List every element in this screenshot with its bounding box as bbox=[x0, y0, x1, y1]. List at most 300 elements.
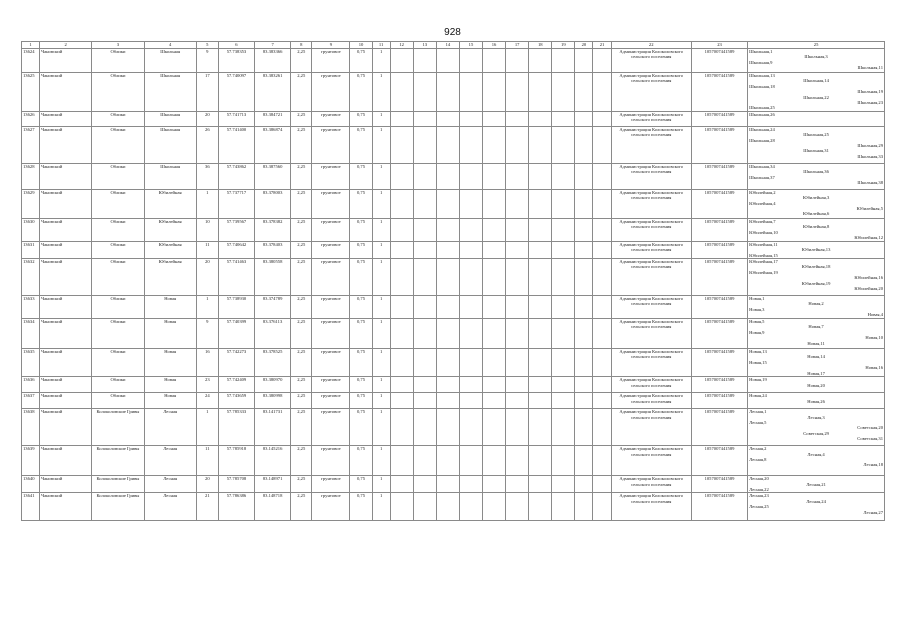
cell-ogrn: 1057007441589 bbox=[691, 73, 747, 112]
address-line: Новая,15 bbox=[749, 359, 767, 365]
cell-area: 2,25 bbox=[291, 189, 312, 218]
cell-house: 11 bbox=[196, 241, 218, 258]
cell-empty bbox=[575, 189, 593, 218]
address-line: Школьная,1 bbox=[749, 49, 773, 54]
cell-owner: Администрация Колоколовского сельского поселения bbox=[611, 111, 691, 126]
address-line: Лесная,20 bbox=[749, 476, 769, 482]
cell-lon: 83.148971 bbox=[255, 476, 291, 493]
address-line: Школьная,26 bbox=[749, 111, 775, 117]
address-line: Юбилейная,17 bbox=[749, 259, 778, 265]
table-row bbox=[22, 319, 885, 349]
cell-empty bbox=[390, 349, 413, 377]
cell-empty bbox=[506, 189, 529, 218]
cell-surface: грунтовое bbox=[312, 319, 350, 349]
cell-ogrn: 1057007441589 bbox=[691, 296, 747, 319]
cell-vol: 0,75 bbox=[350, 476, 372, 493]
cell-empty bbox=[552, 126, 575, 163]
cell-empty bbox=[529, 349, 552, 377]
cell-empty bbox=[575, 319, 593, 349]
column-header: 19 bbox=[552, 42, 575, 49]
cell-empty bbox=[483, 73, 506, 112]
cell-empty bbox=[390, 393, 413, 409]
cell-house: 10 bbox=[196, 218, 218, 241]
cell-lon: 83.380558 bbox=[255, 259, 291, 296]
cell-empty bbox=[459, 446, 482, 476]
address-line: Юбилейная,10 bbox=[749, 229, 778, 235]
cell-empty bbox=[459, 493, 482, 521]
address-line: Лесная,21 bbox=[806, 481, 826, 487]
cell-settlement: Колоколовские Гривы bbox=[92, 493, 144, 521]
cell-empty bbox=[483, 377, 506, 393]
address-line: Школьная,22 bbox=[803, 94, 829, 100]
cell-lat: 57.741463 bbox=[218, 259, 254, 296]
cell-district: Чановский bbox=[40, 493, 92, 521]
cell-settlement: Колоколовские Гривы bbox=[92, 446, 144, 476]
cell-empty bbox=[552, 296, 575, 319]
cell-empty bbox=[413, 446, 436, 476]
cell-surface: грунтовое bbox=[312, 446, 350, 476]
address-line: Лесная,18 bbox=[863, 462, 883, 468]
cell-empty bbox=[413, 409, 436, 446]
cell-district: Чановский bbox=[40, 73, 92, 112]
cell-addresses bbox=[748, 393, 885, 409]
cell-empty bbox=[459, 319, 482, 349]
cell-empty bbox=[483, 409, 506, 446]
cell-addresses bbox=[748, 296, 885, 319]
cell-empty bbox=[483, 296, 506, 319]
address-line: Лесная,23 bbox=[749, 493, 769, 499]
cell-ogrn: 1057007441589 bbox=[691, 259, 747, 296]
cell-owner: Администрация Колоколовского сельского поселения bbox=[611, 493, 691, 521]
cell-empty bbox=[506, 319, 529, 349]
cell-district: Чановский bbox=[40, 111, 92, 126]
cell-empty bbox=[593, 296, 611, 319]
address-line: Лесная,8 bbox=[749, 456, 767, 462]
cell-owner: Администрация Колоколовского сельского поселения bbox=[611, 73, 691, 112]
cell-surface: грунтовое bbox=[312, 189, 350, 218]
column-header: 6 bbox=[218, 42, 254, 49]
address-line: Юбилейная,8 bbox=[802, 224, 830, 230]
cell-empty bbox=[506, 259, 529, 296]
cell-district: Чановский bbox=[40, 349, 92, 377]
address-line: Юбилейная,6 bbox=[802, 211, 830, 217]
cell-empty bbox=[575, 349, 593, 377]
cell-empty bbox=[593, 111, 611, 126]
cell-empty bbox=[506, 163, 529, 189]
cell-lat: 57.786386 bbox=[218, 493, 254, 521]
table-row bbox=[22, 189, 885, 218]
cell-owner: Администрация Колоколовского сельского поселения bbox=[611, 241, 691, 258]
column-header: 14 bbox=[436, 42, 459, 49]
cell-empty bbox=[413, 259, 436, 296]
column-header: 21 bbox=[593, 42, 611, 49]
table-row bbox=[22, 111, 885, 126]
cell-lon: 83.378403 bbox=[255, 241, 291, 258]
cell-empty bbox=[593, 163, 611, 189]
cell-empty bbox=[552, 241, 575, 258]
cell-id: 13634 bbox=[22, 319, 40, 349]
address-line: Юбилейная,12 bbox=[854, 235, 883, 241]
cell-surface: грунтовое bbox=[312, 296, 350, 319]
address-line: Лесная,5 bbox=[749, 419, 767, 425]
cell-id: 13640 bbox=[22, 476, 40, 493]
cell-empty bbox=[529, 189, 552, 218]
cell-ogrn: 1057007441589 bbox=[691, 393, 747, 409]
cell-addresses bbox=[748, 73, 885, 112]
cell-street: Школьная bbox=[144, 73, 196, 112]
cell-owner: Администрация Колоколовского сельского поселения bbox=[611, 49, 691, 73]
table-row bbox=[22, 163, 885, 189]
cell-vol: 0,75 bbox=[350, 377, 372, 393]
cell-empty bbox=[436, 49, 459, 73]
cell-empty bbox=[552, 189, 575, 218]
cell-district: Чановский bbox=[40, 377, 92, 393]
cell-empty bbox=[390, 218, 413, 241]
cell-area: 2,25 bbox=[291, 163, 312, 189]
cell-empty bbox=[575, 241, 593, 258]
cell-addresses bbox=[748, 259, 885, 296]
cell-count: 1 bbox=[372, 377, 390, 393]
cell-empty bbox=[593, 393, 611, 409]
cell-owner: Администрация Колоколовского сельского поселения bbox=[611, 319, 691, 349]
cell-ogrn: 1057007441589 bbox=[691, 163, 747, 189]
cell-empty bbox=[459, 377, 482, 393]
cell-vol: 0,75 bbox=[350, 218, 372, 241]
cell-count: 1 bbox=[372, 111, 390, 126]
cell-house: 1 bbox=[196, 296, 218, 319]
cell-empty bbox=[529, 163, 552, 189]
cell-surface: грунтовое bbox=[312, 349, 350, 377]
address-line: Школьная,14 bbox=[803, 78, 829, 84]
cell-empty bbox=[390, 163, 413, 189]
header-row bbox=[22, 42, 885, 49]
cell-area: 2,25 bbox=[291, 111, 312, 126]
cell-empty bbox=[529, 218, 552, 241]
cell-empty bbox=[483, 49, 506, 73]
cell-empty bbox=[575, 296, 593, 319]
address-line: Школьная,34 bbox=[749, 163, 775, 169]
cell-empty bbox=[413, 296, 436, 319]
address-line: Школьная,25 bbox=[749, 105, 775, 111]
cell-ogrn: 1057007441589 bbox=[691, 476, 747, 493]
cell-empty bbox=[552, 73, 575, 112]
cell-empty bbox=[413, 241, 436, 258]
cell-empty bbox=[529, 259, 552, 296]
column-header: 18 bbox=[529, 42, 552, 49]
cell-street: Лесная bbox=[144, 493, 196, 521]
cell-area: 2,25 bbox=[291, 476, 312, 493]
cell-empty bbox=[390, 493, 413, 521]
cell-empty bbox=[506, 126, 529, 163]
cell-owner: Администрация Колоколовского сельского поселения bbox=[611, 446, 691, 476]
cell-lon: 83.378382 bbox=[255, 218, 291, 241]
cell-vol: 0,75 bbox=[350, 409, 372, 446]
cell-empty bbox=[529, 126, 552, 163]
cell-empty bbox=[552, 163, 575, 189]
cell-empty bbox=[413, 189, 436, 218]
cell-house: 9 bbox=[196, 319, 218, 349]
cell-empty bbox=[506, 111, 529, 126]
cell-empty bbox=[593, 493, 611, 521]
cell-vol: 0,75 bbox=[350, 163, 372, 189]
column-header: 9 bbox=[312, 42, 350, 49]
address-line: Новая,20 bbox=[807, 382, 825, 388]
cell-empty bbox=[413, 349, 436, 377]
cell-empty bbox=[593, 259, 611, 296]
cell-surface: грунтовое bbox=[312, 241, 350, 258]
cell-empty bbox=[390, 189, 413, 218]
address-line: Школьная,31 bbox=[803, 148, 829, 154]
cell-area: 2,25 bbox=[291, 73, 312, 112]
table-row bbox=[22, 296, 885, 319]
address-line: Лесная,25 bbox=[749, 504, 769, 510]
cell-id: 13632 bbox=[22, 259, 40, 296]
cell-empty bbox=[575, 446, 593, 476]
cell-owner: Администрация Колоколовского сельского поселения bbox=[611, 218, 691, 241]
address-line: Юбилейная,20 bbox=[854, 286, 883, 292]
cell-empty bbox=[483, 218, 506, 241]
cell-empty bbox=[459, 163, 482, 189]
cell-count: 1 bbox=[372, 446, 390, 476]
cell-empty bbox=[593, 218, 611, 241]
cell-empty bbox=[529, 319, 552, 349]
cell-surface: грунтовое bbox=[312, 377, 350, 393]
cell-settlement: Облики bbox=[92, 189, 144, 218]
column-header: 4 bbox=[144, 42, 196, 49]
registry-table bbox=[21, 41, 885, 521]
cell-empty bbox=[506, 393, 529, 409]
cell-empty bbox=[529, 393, 552, 409]
cell-settlement: Облики bbox=[92, 393, 144, 409]
cell-lat: 57.740097 bbox=[218, 73, 254, 112]
cell-empty bbox=[552, 476, 575, 493]
cell-empty bbox=[390, 446, 413, 476]
cell-owner: Администрация Колоколовского сельского поселения bbox=[611, 126, 691, 163]
cell-area: 2,25 bbox=[291, 493, 312, 521]
cell-empty bbox=[413, 73, 436, 112]
column-header: 13 bbox=[413, 42, 436, 49]
cell-surface: грунтовое bbox=[312, 476, 350, 493]
cell-street: Школьная bbox=[144, 111, 196, 126]
cell-empty bbox=[575, 126, 593, 163]
cell-addresses bbox=[748, 241, 885, 258]
cell-empty bbox=[593, 476, 611, 493]
cell-ogrn: 1057007441589 bbox=[691, 189, 747, 218]
cell-lon: 83.386874 bbox=[255, 126, 291, 163]
address-line: Новая,4 bbox=[867, 312, 883, 318]
cell-house: 1 bbox=[196, 189, 218, 218]
cell-empty bbox=[483, 476, 506, 493]
cell-settlement: Облики bbox=[92, 241, 144, 258]
cell-lat: 57.742273 bbox=[218, 349, 254, 377]
cell-empty bbox=[390, 409, 413, 446]
column-header: 1 bbox=[22, 42, 40, 49]
cell-empty bbox=[575, 218, 593, 241]
address-line: Юбилейная,15 bbox=[749, 252, 778, 258]
cell-addresses bbox=[748, 126, 885, 163]
column-header: 20 bbox=[575, 42, 593, 49]
cell-empty bbox=[552, 49, 575, 73]
cell-empty bbox=[552, 393, 575, 409]
cell-empty bbox=[529, 241, 552, 258]
cell-lat: 57.785708 bbox=[218, 476, 254, 493]
cell-lat: 57.743659 bbox=[218, 393, 254, 409]
column-header: 16 bbox=[483, 42, 506, 49]
cell-area: 2,25 bbox=[291, 393, 312, 409]
cell-owner: Администрация Колоколовского сельского поселения bbox=[611, 189, 691, 218]
cell-lon: 83.376113 bbox=[255, 319, 291, 349]
cell-empty bbox=[436, 493, 459, 521]
cell-district: Чановский bbox=[40, 446, 92, 476]
cell-lon: 83.148718 bbox=[255, 493, 291, 521]
cell-lat: 57.739567 bbox=[218, 218, 254, 241]
address-line: Школьная,18 bbox=[749, 83, 775, 89]
cell-area: 2,25 bbox=[291, 296, 312, 319]
address-line: Новая,14 bbox=[807, 354, 825, 360]
cell-empty bbox=[436, 393, 459, 409]
cell-owner: Администрация Колоколовского сельского поселения bbox=[611, 393, 691, 409]
cell-vol: 0,75 bbox=[350, 493, 372, 521]
address-line: Новая,7 bbox=[808, 324, 824, 330]
cell-empty bbox=[459, 259, 482, 296]
cell-empty bbox=[483, 319, 506, 349]
cell-house: 11 bbox=[196, 446, 218, 476]
cell-settlement: Облики bbox=[92, 349, 144, 377]
cell-empty bbox=[506, 377, 529, 393]
cell-district: Чановский bbox=[40, 163, 92, 189]
cell-settlement: Облики bbox=[92, 377, 144, 393]
cell-area: 2,25 bbox=[291, 241, 312, 258]
address-line: Лесная,22 bbox=[749, 486, 769, 492]
address-line: Советская,20 bbox=[857, 425, 883, 431]
cell-vol: 0,75 bbox=[350, 349, 372, 377]
cell-empty bbox=[552, 493, 575, 521]
cell-lon: 83.141731 bbox=[255, 409, 291, 446]
table-row bbox=[22, 377, 885, 393]
cell-empty bbox=[529, 476, 552, 493]
cell-surface: грунтовое bbox=[312, 73, 350, 112]
cell-id: 13627 bbox=[22, 126, 40, 163]
cell-owner: Администрация Колоколовского сельского поселения bbox=[611, 163, 691, 189]
cell-district: Чановский bbox=[40, 476, 92, 493]
cell-addresses bbox=[748, 349, 885, 377]
cell-settlement: Облики bbox=[92, 73, 144, 112]
address-line: Юбилейная,13 bbox=[801, 247, 831, 253]
table-row bbox=[22, 73, 885, 112]
cell-id: 13635 bbox=[22, 349, 40, 377]
address-line: Новая,24 bbox=[749, 393, 767, 399]
address-line: Школьная,24 bbox=[749, 126, 775, 132]
cell-lat: 57.743862 bbox=[218, 163, 254, 189]
cell-lon: 83.380970 bbox=[255, 377, 291, 393]
cell-empty bbox=[593, 349, 611, 377]
cell-id: 13633 bbox=[22, 296, 40, 319]
cell-empty bbox=[459, 218, 482, 241]
address-line: Юбилейная,16 bbox=[854, 275, 883, 281]
cell-vol: 0,75 bbox=[350, 319, 372, 349]
cell-district: Чановский bbox=[40, 126, 92, 163]
cell-empty bbox=[413, 111, 436, 126]
cell-count: 1 bbox=[372, 349, 390, 377]
table-row bbox=[22, 393, 885, 409]
cell-street: Лесная bbox=[144, 476, 196, 493]
cell-district: Чановский bbox=[40, 259, 92, 296]
cell-empty bbox=[506, 296, 529, 319]
address-line: Школьная,28 bbox=[749, 137, 775, 143]
cell-house: 24 bbox=[196, 393, 218, 409]
cell-house: 36 bbox=[196, 163, 218, 189]
cell-street: Новая bbox=[144, 296, 196, 319]
cell-lon: 83.378003 bbox=[255, 189, 291, 218]
address-line: Юбилейная,19 bbox=[749, 269, 778, 275]
cell-empty bbox=[529, 111, 552, 126]
cell-empty bbox=[483, 189, 506, 218]
cell-id: 13641 bbox=[22, 493, 40, 521]
cell-empty bbox=[436, 377, 459, 393]
address-line: Школьная,29 bbox=[857, 143, 883, 149]
cell-ogrn: 1057007441589 bbox=[691, 446, 747, 476]
cell-empty bbox=[436, 73, 459, 112]
cell-count: 1 bbox=[372, 296, 390, 319]
cell-district: Чановский bbox=[40, 393, 92, 409]
address-line: Лесная,4 bbox=[807, 451, 825, 457]
cell-area: 2,25 bbox=[291, 126, 312, 163]
cell-empty bbox=[593, 241, 611, 258]
cell-lon: 83.383366 bbox=[255, 49, 291, 73]
cell-empty bbox=[390, 296, 413, 319]
cell-id: 13638 bbox=[22, 409, 40, 446]
cell-empty bbox=[436, 218, 459, 241]
address-line: Школьная,33 bbox=[857, 153, 883, 159]
cell-id: 13626 bbox=[22, 111, 40, 126]
cell-addresses bbox=[748, 476, 885, 493]
cell-empty bbox=[459, 349, 482, 377]
address-line: Новая,26 bbox=[807, 398, 825, 404]
cell-id: 13630 bbox=[22, 218, 40, 241]
cell-lon: 83.383261 bbox=[255, 73, 291, 112]
cell-empty bbox=[506, 73, 529, 112]
cell-empty bbox=[390, 241, 413, 258]
page-number: 928 bbox=[444, 27, 461, 38]
cell-lat: 57.740399 bbox=[218, 319, 254, 349]
address-line: Школьная,11 bbox=[857, 65, 883, 71]
cell-empty bbox=[390, 319, 413, 349]
address-line: Новая,3 bbox=[749, 306, 765, 312]
cell-district: Чановский bbox=[40, 49, 92, 73]
cell-empty bbox=[436, 409, 459, 446]
cell-ogrn: 1057007441589 bbox=[691, 319, 747, 349]
cell-empty bbox=[593, 446, 611, 476]
cell-lat: 57.738930 bbox=[218, 296, 254, 319]
cell-area: 2,25 bbox=[291, 319, 312, 349]
cell-lat: 57.741713 bbox=[218, 111, 254, 126]
address-line: Юбилейная,11 bbox=[749, 241, 778, 247]
cell-ogrn: 1057007441589 bbox=[691, 493, 747, 521]
cell-house: 9 bbox=[196, 49, 218, 73]
column-header: 17 bbox=[506, 42, 529, 49]
cell-settlement: Колоколовские Гривы bbox=[92, 409, 144, 446]
cell-empty bbox=[593, 126, 611, 163]
cell-owner: Администрация Колоколовского сельского поселения bbox=[611, 296, 691, 319]
cell-lat: 57.740642 bbox=[218, 241, 254, 258]
address-line: Юбилейная,2 bbox=[749, 189, 776, 195]
cell-empty bbox=[483, 126, 506, 163]
cell-empty bbox=[390, 73, 413, 112]
address-line: Лесная,24 bbox=[806, 498, 826, 504]
cell-empty bbox=[529, 409, 552, 446]
cell-empty bbox=[552, 218, 575, 241]
cell-empty bbox=[413, 218, 436, 241]
